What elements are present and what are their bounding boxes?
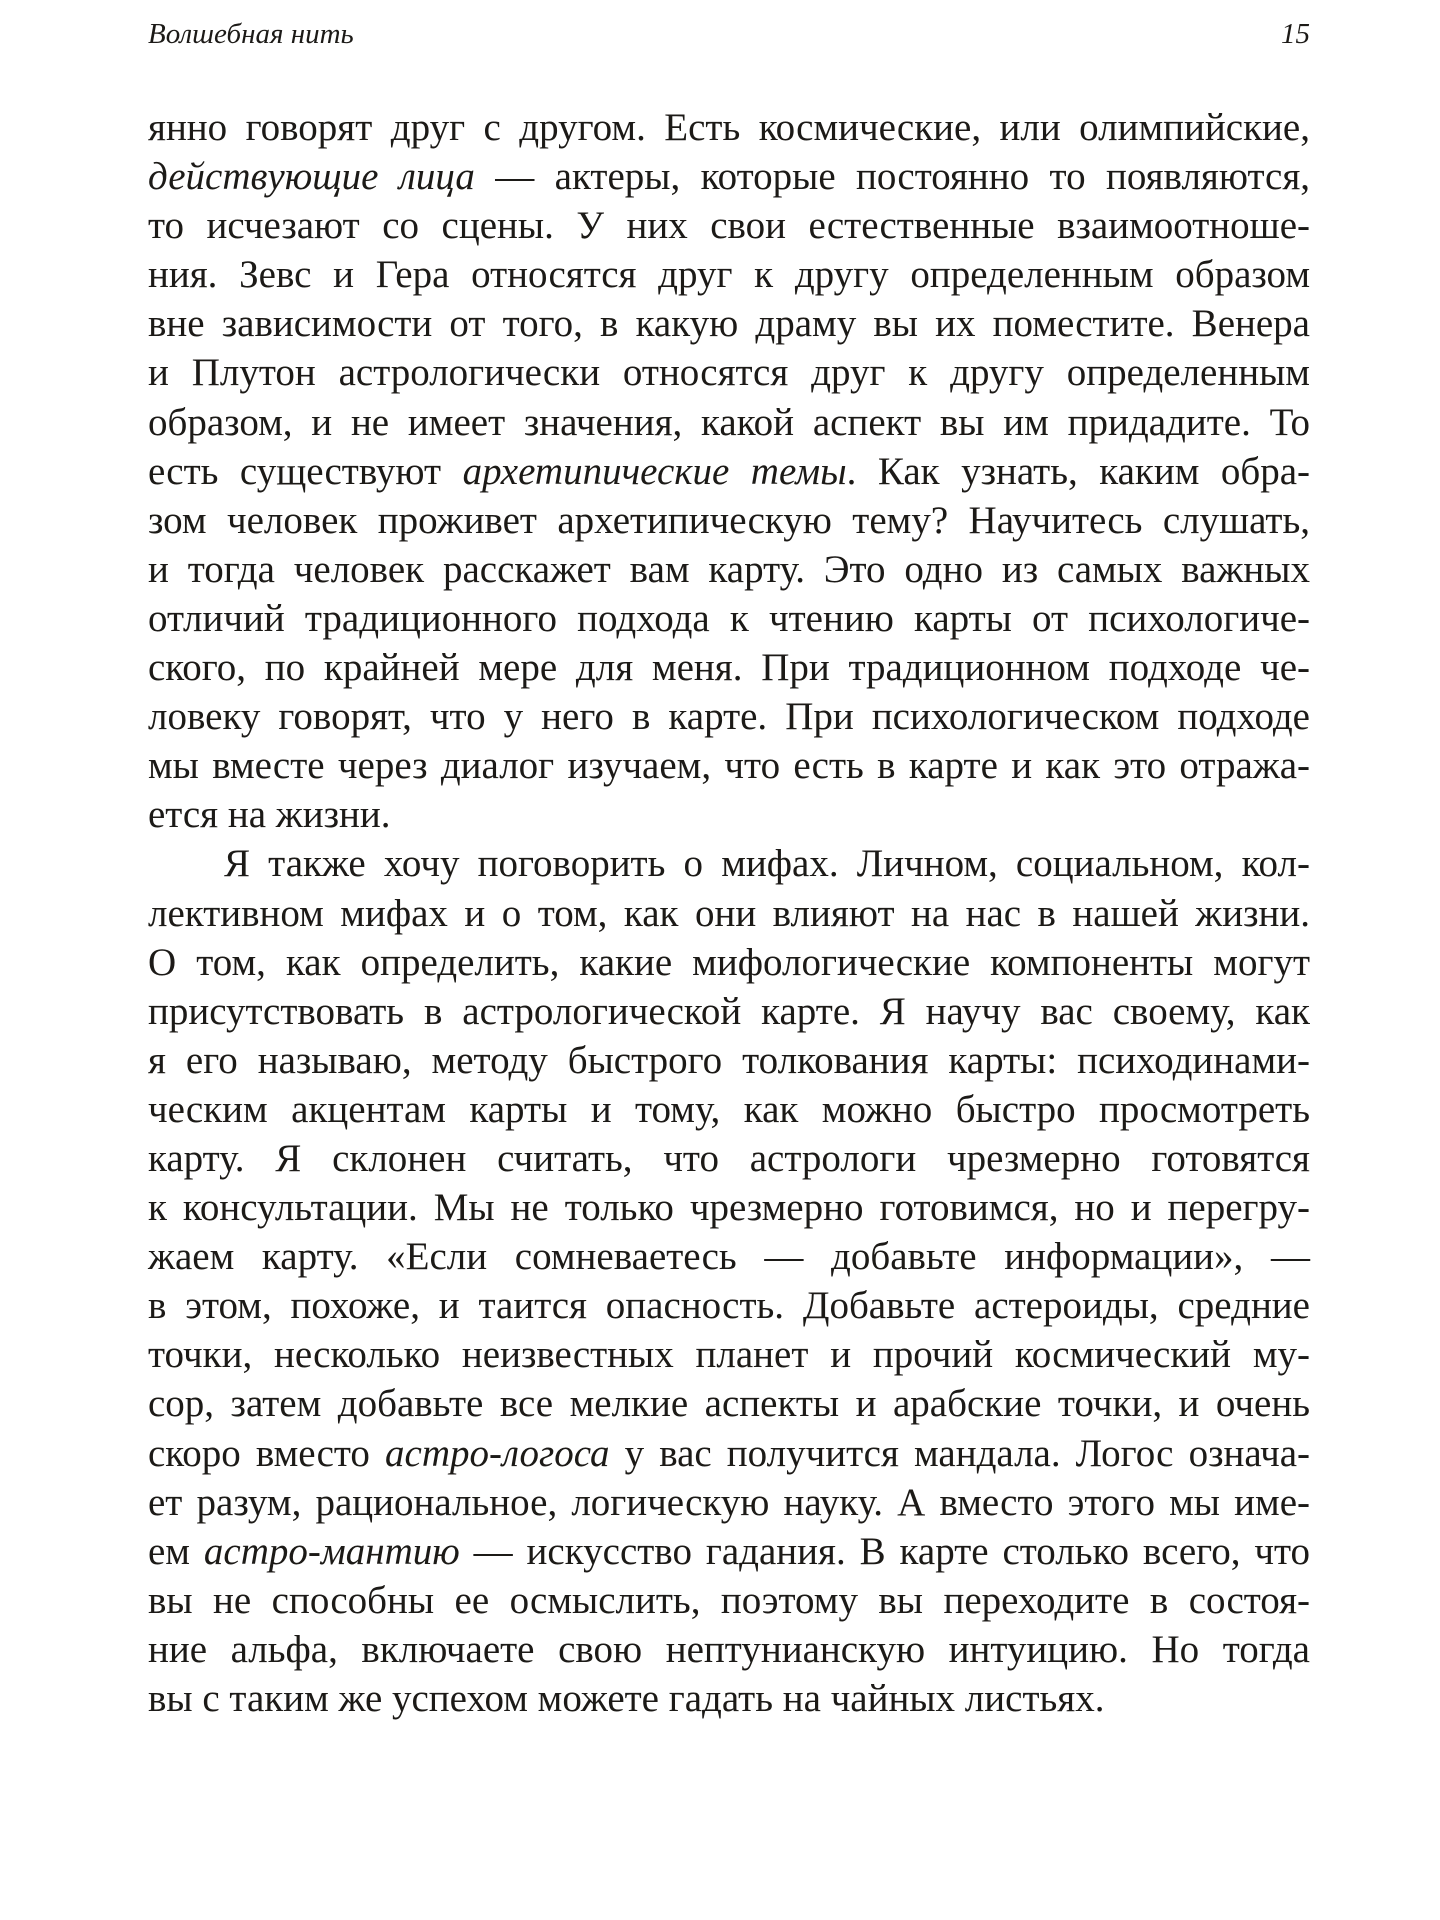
text-line [148,790,1310,839]
text-line [148,152,1310,201]
text-segment: в этом, похоже, и таится опасность. Добавьте астероиды, средние [148,1284,1310,1328]
text-line [148,1478,1310,1527]
text-segment: ловеку говорят, что у него в карте. При психологическом подходе [148,695,1310,739]
text-line [148,201,1310,250]
text-segment: вы с таким же успехом можете гадать на чайных листьях. [148,1677,1105,1720]
text-segment: — искусство гадания. В карте столько всего, что [459,1529,1310,1573]
running-title: Волшебная нить [148,18,354,50]
page-number: 15 [1281,18,1310,50]
text-line [148,692,1310,741]
text-segment: к консультации. Мы не только чрезмерно готовимся, но и перегру- [148,1186,1310,1230]
text-line [148,1183,1310,1232]
text-line [148,1429,1310,1478]
text-segment: и тогда человек расскажет вам карту. Это одно из самых важных [148,547,1310,591]
text-segment: точки, несколько неизвестных планет и прочий космический му- [148,1333,1310,1377]
text-line [148,1527,1310,1576]
text-line [148,741,1310,790]
text-segment: мы вместе через диалог изучаем, что есть в карте и как это отража- [148,744,1310,788]
text-line [148,1232,1310,1281]
text-segment: О том, как определить, какие мифологические компоненты могут [148,940,1310,984]
text-segment: ния. Зевс и Гера относятся друг к другу определенным образом [148,253,1310,297]
text-segment: сор, затем добавьте все мелкие аспекты и арабские точки, и очень [148,1382,1310,1426]
text-line [148,398,1310,447]
text-segment: ет разум, рациональное, логическую науку. А вместо этого мы име- [148,1480,1310,1524]
text-segment: и Плутон астрологически относятся друг к другу определенным [148,351,1310,395]
text-line [148,103,1310,152]
text-segment: есть существуют [148,449,463,493]
text-line [148,987,1310,1036]
italic-text: архетипические темы [462,449,847,493]
text-segment: — актеры, которые постоянно то появляются, [474,155,1311,199]
italic-text: астро-логоса [385,1431,610,1475]
text-segment: ется на жизни. [148,793,391,837]
text-line [148,545,1310,594]
text-segment: присутствовать в астрологической карте. Я научу вас своему, как [148,989,1310,1033]
text-segment: отличий традиционного подхода к чтению карты от психологиче- [148,596,1310,640]
text-segment: я его называю, методу быстрого толкования карты: психодинами- [148,1038,1310,1082]
text-segment: жаем карту. «Если сомневаетесь — добавьте информации», — [148,1235,1310,1279]
text-segment: вы не способны ее осмыслить, поэтому вы переходите в состоя- [148,1578,1310,1622]
italic-text: астро-мантию [203,1529,460,1573]
text-line [148,1134,1310,1183]
text-line [148,1330,1310,1379]
running-header [148,14,1310,54]
text-line [148,496,1310,545]
text-line [148,348,1310,397]
text-line [148,1379,1310,1428]
text-line [148,1674,1310,1723]
italic-text: действующие лица [148,155,475,199]
text-line [148,1036,1310,1085]
text-segment: . Как узнать, каким обра- [846,449,1310,493]
text-line [148,447,1310,496]
text-segment: образом, и не имеет значения, какой аспект вы им придадите. То [148,400,1310,444]
text-segment: ского, по крайней мере для меня. При традиционном подходе че- [148,646,1310,690]
text-line [148,1625,1310,1674]
text-segment: вне зависимости от того, в какую драму вы их поместите. Венера [148,302,1310,346]
text-line [148,889,1310,938]
text-segment: лективном мифах и о том, как они влияют на нас в нашей жизни. [148,891,1310,935]
text-segment: ем [148,1529,204,1573]
text-line [148,1085,1310,1134]
text-segment: то исчезают со сцены. У них свои естественные взаимоотноше- [148,204,1310,248]
text-line [148,594,1310,643]
text-line [148,643,1310,692]
text-line [148,250,1310,299]
text-segment: ческим акцентам карты и тому, как можно быстро просмотреть [148,1087,1310,1131]
text-segment: зом человек проживет архетипическую тему? Научитесь слушать, [148,498,1310,542]
body-text [148,103,1310,1723]
text-line [148,1576,1310,1625]
text-segment: ние альфа, включаете свою нептунианскую интуицию. Но тогда [148,1627,1310,1671]
text-segment: скоро вместо [148,1431,386,1475]
text-segment: у вас получится мандала. Логос означа- [609,1431,1311,1475]
text-segment: янно говорят друг с другом. Есть космические, или олимпийские, [148,106,1310,149]
text-line [148,1281,1310,1330]
text-segment: карту. Я склонен считать, что астрологи чрезмерно готовятся [148,1136,1310,1180]
text-line [148,938,1310,987]
text-segment: Я также хочу поговорить о мифах. Личном, социальном, кол- [224,842,1310,886]
text-line [148,839,1310,888]
text-line [148,299,1310,348]
